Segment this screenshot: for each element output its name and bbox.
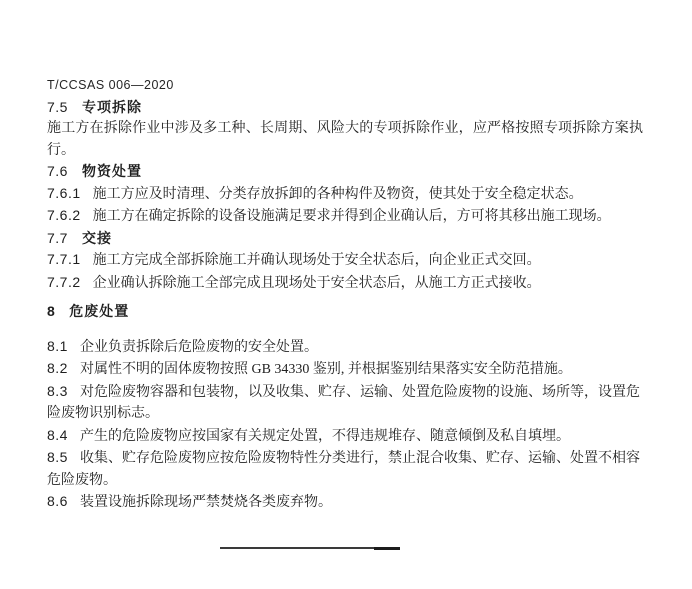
clause-number: 7.7 [47, 229, 68, 246]
item-text: 施工方在确定拆除的设备设施满足要求并得到企业确认后，方可将其移出施工现场。 [92, 209, 611, 224]
item-number: 7.7.2 [47, 273, 81, 290]
clause-8-3 [47, 381, 643, 425]
rule-thick-segment [374, 547, 400, 550]
chapter-number: 8 [47, 303, 56, 319]
item-number: 7.6.1 [47, 184, 81, 201]
item-text: 收集、贮存危险废物应按危险废物特性分类进行，禁止混合收集、贮存、运输、处置不相容危险废物。 [47, 451, 640, 488]
heading-7-7 [47, 228, 643, 250]
clause-8-2 [47, 358, 643, 381]
item-number: 8.1 [47, 337, 68, 354]
item-text: 企业负责拆除后危险废物的安全处置。 [79, 339, 318, 355]
item-text: 施工方完成全部拆除施工并确认现场处于安全状态后，向企业正式交回。 [92, 253, 541, 268]
clause-8-4 [47, 425, 643, 448]
clause-7-6-2 [47, 205, 643, 228]
item-number: 8.2 [47, 360, 68, 376]
heading-7-6 [47, 161, 643, 183]
clause-8-1 [47, 336, 643, 359]
item-text: 企业确认拆除施工全部完成且现场处于安全状态后，从施工方正式接收。 [92, 275, 541, 291]
item-number: 8.5 [47, 449, 68, 465]
item-text: 对危险废物容器和包装物，以及收集、贮存、运输、处置危险废物的设施、场所等，设置危险废物识别标志。 [47, 384, 640, 421]
clause-8-5 [47, 447, 643, 491]
clause-7-7-1 [47, 249, 643, 272]
item-number: 7.6.2 [47, 207, 81, 223]
clause-8-6 [47, 491, 643, 514]
item-number: 8.6 [47, 493, 68, 509]
item-number: 7.7.1 [47, 251, 81, 267]
item-text: 对属性不明的固体废物按照 GB 34330 鉴别, 并根据鉴别结果落实安全防范措施。 [79, 362, 572, 377]
chapter-title: 危废处置 [69, 303, 130, 319]
item-text: 施工方应及时清理、分类存放拆卸的各种构件及物资，使其处于安全稳定状态。 [92, 186, 583, 202]
heading-7-5 [47, 97, 643, 119]
end-of-text-rule [220, 547, 400, 549]
clause-number: 7.6 [47, 163, 68, 179]
clause-title: 物资处置 [81, 163, 142, 179]
item-number: 8.4 [47, 426, 68, 443]
doc-number: T/CCSAS 006—2020 [47, 78, 174, 92]
item-text: 装置设施拆除现场严禁焚烧各类废弃物。 [79, 495, 332, 510]
heading-8 [47, 301, 643, 323]
clause-title: 专项拆除 [81, 98, 142, 115]
clause-7-6-1 [47, 183, 643, 206]
clause-7-7-2 [47, 272, 643, 295]
paragraph-7-5: 施工方在拆除作业中涉及多工种、长周期、风险大的专项拆除作业，应严格按照专项拆除方案执行。 [47, 121, 643, 158]
clause-title: 交接 [81, 229, 112, 246]
item-number: 8.3 [47, 382, 68, 399]
item-text: 产生的危险废物应按国家有关规定处置，不得违规堆存、随意倾倒及私自填埋。 [79, 428, 570, 444]
clause-number: 7.5 [47, 98, 68, 115]
page-content [47, 75, 643, 549]
